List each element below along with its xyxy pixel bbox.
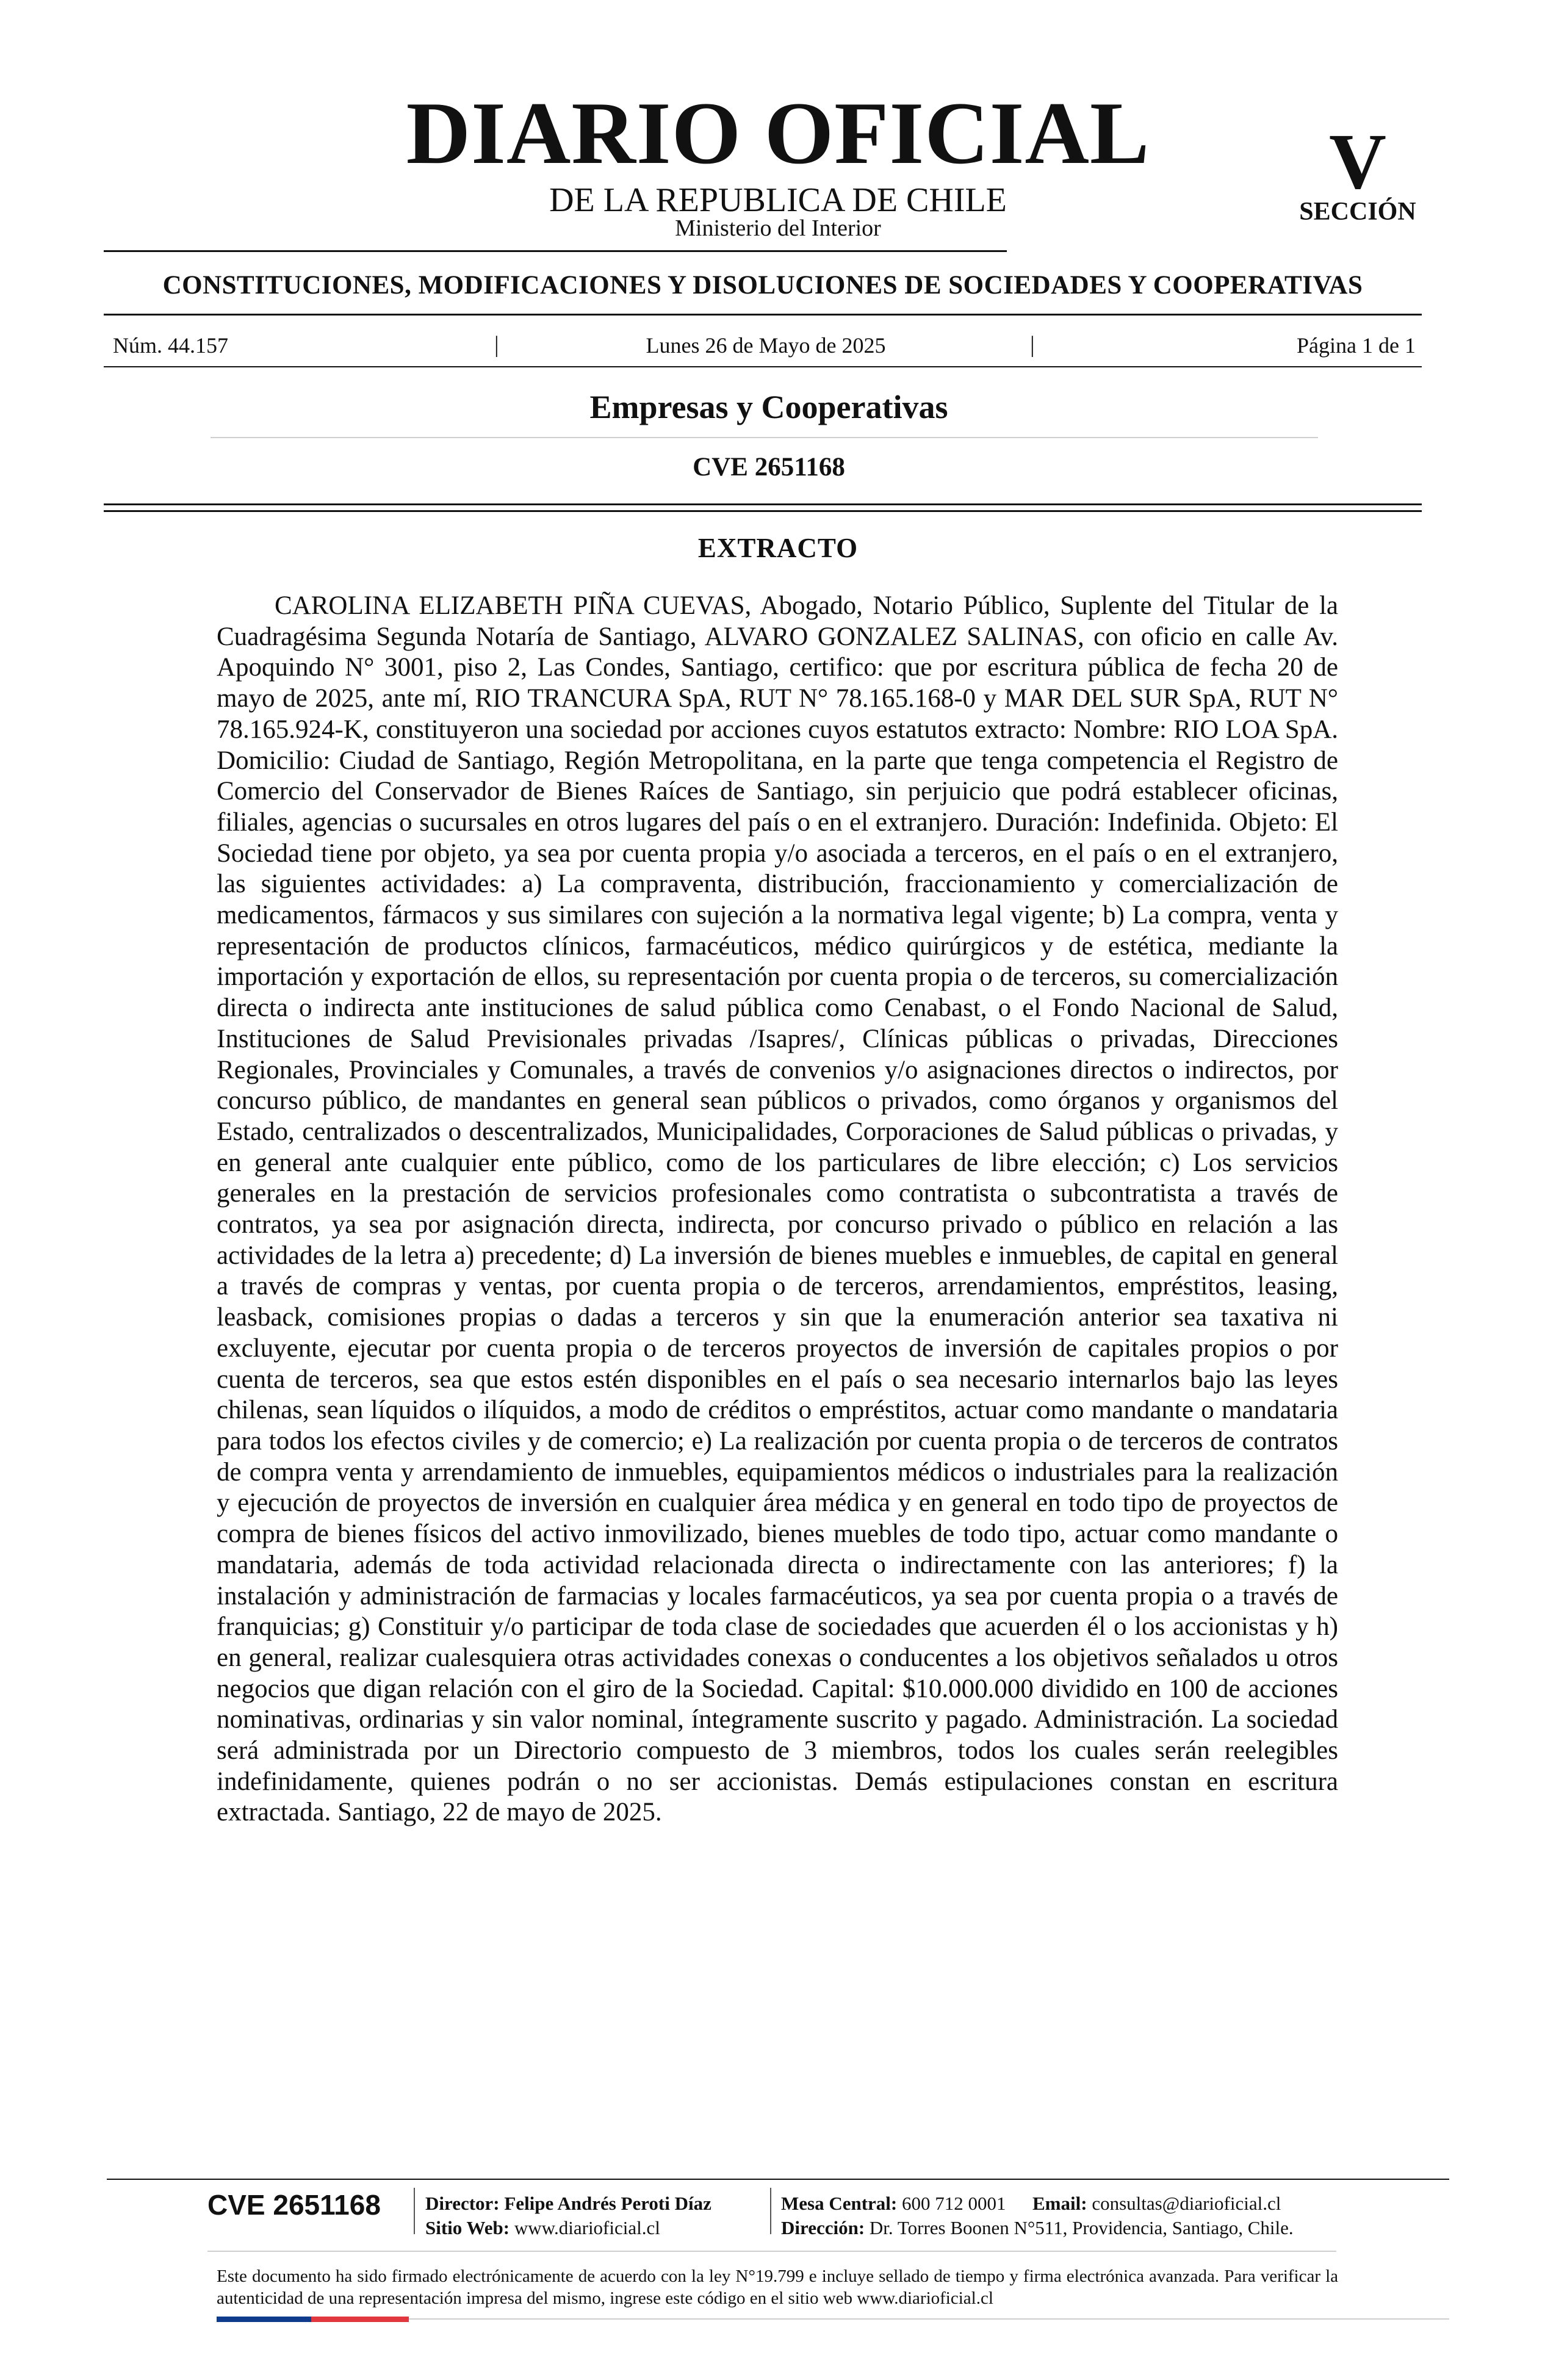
footer-website-label: Sitio Web: <box>425 2217 510 2238</box>
section-letter: V <box>1329 118 1386 206</box>
footer-rule <box>107 2179 1449 2180</box>
section-banner: CONSTITUCIONES, MODIFICACIONES Y DISOLUCIONES DE SOCIEDADES Y COOPERATIVAS <box>162 271 1363 300</box>
document-heading: EXTRACTO <box>697 533 859 563</box>
category-rule <box>211 437 1318 438</box>
footer-address-value: Dr. Torres Boonen N°511, Providencia, Santiago, Chile. <box>869 2217 1294 2238</box>
flag-stripe-blue <box>217 2317 311 2322</box>
cve-rule-top <box>104 503 1422 505</box>
footer-note-rule <box>207 2251 1336 2252</box>
footer-phone-email <box>781 2194 1281 2213</box>
footer-phone-label: Mesa Central: <box>781 2193 898 2214</box>
issue-separator: | <box>494 332 499 358</box>
footer-director <box>425 2194 711 2213</box>
footer-divider <box>770 2188 771 2234</box>
issue-separator: | <box>1030 332 1035 358</box>
cve-rule-bottom <box>104 510 1422 512</box>
flag-stripe-red <box>311 2317 409 2322</box>
issue-rule <box>104 366 1422 367</box>
issue-number: Núm. 44.157 <box>113 333 228 358</box>
footer-bottom-rule <box>409 2318 1449 2320</box>
footer-address-label: Dirección: <box>781 2217 865 2238</box>
masthead-title: DIARIO OFICIAL <box>406 84 1150 182</box>
masthead-subtitle: DE LA REPUBLICA DE CHILE <box>549 181 1007 219</box>
footer-address <box>781 2218 1294 2237</box>
masthead-ministry: Ministerio del Interior <box>675 215 881 241</box>
banner-rule <box>104 314 1422 316</box>
category-title: Empresas y Cooperativas <box>589 389 948 425</box>
document-body: CAROLINA ELIZABETH PIÑA CUEVAS, Abogado, Notario Público, Suplente del Titular de la Cuadragésima Segunda Notaría de Santiago, ALVARO GONZALEZ SALINAS, con oficio en calle Av. Apoquindo N° 3001, piso 2, Las Condes, Santiago, certifico: que por escritura pública de fecha 20 de mayo de 2025, ante mí, RIO TRANCURA SpA, RUT N° 78.165.168-0 y MAR DEL SUR SpA, RUT N° 78.165.924-K, constituyeron una sociedad por acciones cuyos estatutos extracto: Nombre: RIO LOA SpA. Domicilio: Ciudad de Santiago, Región Metropolitana, en la parte que tenga competencia el Registro de Comercio del Conservador de Bienes Raíces de Santiago, sin perjuicio que podrá establecer oficinas, filiales, agencias o sucursales en otros lugares del país o en el extranjero. Duración: Indefinida. Objeto: El Sociedad tiene por objeto, ya sea por cuenta propia y/o asociada a terceros, en el país o en el extranjero, las siguientes actividades: a) La compraventa, distribución, fraccionamiento y comercialización de medicamentos, fármacos y sus similares con sujeción a la normativa legal vigente; b) La compra, venta y representación de productos clínicos, farmacéuticos, médico quirúrgicos y de estética, mediante la importación y exportación de ellos, su representación por cuenta propia o de terceros, su comercialización directa o indirecta ante instituciones de salud pública como Cenabast, o el Fondo Nacional de Salud, Instituciones de Salud Previsionales privadas /Isapres/, Clínicas públicas o privadas, Direcciones Regionales, Provinciales y Comunales, a través de convenios y/o asignaciones directos o indirectos, por concurso público, de mandantes en general sean públicos o privados, como órganos y organismos del Estado, centralizados o descentralizados, Municipalidades, Corporaciones de Salud públicas o privadas, y en general ante cualquier ente público, como de los particulares de libre elección; c) Los servicios generales en la prestación de servicios profesionales como contratista o subcontratista a través de contratos, ya sea por asignación directa, indirecta, por concurso privado o público en relación a las actividades de la letra a) precedente; d) La inversión de bienes muebles e inmuebles, de capital en general a través de compras y ventas, por cuenta propia o de terceros, arrendamientos, empréstitos, leasing, leasback, comisiones propias o dadas a terceros y sin que la enumeración anterior sea taxativa ni excluyente, ejecutar por cuenta propia o de terceros proyectos de inversión de capitales propios o por cuenta de terceros, sea que estos estén disponibles en el país o sea necesario internarlos bajo las leyes chilenas, sean líquidos o ilíquidos, a modo de créditos o empréstitos, actuar como mandante o mandataria para todos los efectos civiles y de comercio; e) La realización por cuenta propia o de terceros de contratos de compra venta y arrendamiento de inmuebles, equipamientos médicos o industriales para la realización y ejecución de proyectos de inversión en cualquier área médica y en general en todo tipo de proyectos de compra de bienes físicos del activo inmovilizado, bienes muebles de todo tipo, actuar como mandante o mandataria, además de toda actividad relacionada directa o indirectamente con las anteriores; f) la instalación y administración de farmacias y locales farmacéuticos, ya sea por cuenta propia o a través de franquicias; g) Constituir y/o participar de toda clase de sociedades que acuerden él o los accionistas y h) en general, realizar cualesquiera otras actividades conexas o conducentes a los objetivos señalados u otros negocios que digan relación con el giro de la Sociedad. Capital: $10.000.000 dividido en 100 de acciones nominativas, ordinarias y sin valor nominal, íntegramente suscrito y pagado. Administración. La sociedad será administrada por un Directorio compuesto de 3 miembros, todos los cuales serán reelegibles indefinidamente, quienes podrán o no ser accionistas. Demás estipulaciones constan en escritura extractada. Santiago, 22 de mayo de 2025. <box>217 591 1338 1827</box>
footer-email-label: Email: <box>1032 2193 1087 2214</box>
footer-phone-value: 600 712 0001 <box>902 2193 1006 2214</box>
footer-website-value[interactable]: www.diarioficial.cl <box>514 2217 660 2238</box>
footer-director-value: Felipe Andrés Peroti Díaz <box>504 2193 711 2214</box>
issue-date: Lunes 26 de Mayo de 2025 <box>646 333 886 358</box>
footer-website <box>425 2218 660 2237</box>
footer-legal-note: Este documento ha sido firmado electrónicamente de acuerdo con la ley N°19.799 e incluye sellado de tiempo y firma electrónica avanzada. Para verificar la autenticidad de una representación impresa del mismo, ingrese este código en el sitio web www.diarioficial.cl <box>217 2266 1338 2308</box>
section-label: SECCIÓN <box>1299 198 1416 226</box>
issue-page: Página 1 de 1 <box>1297 333 1416 358</box>
cve-code: CVE 2651168 <box>693 453 845 481</box>
footer-email-value[interactable]: consultas@diarioficial.cl <box>1092 2193 1281 2214</box>
footer-divider <box>414 2188 415 2234</box>
footer-director-label: Director: <box>425 2193 500 2214</box>
masthead-rule <box>104 250 1007 252</box>
footer-cve-code: CVE 2651168 <box>207 2189 381 2221</box>
